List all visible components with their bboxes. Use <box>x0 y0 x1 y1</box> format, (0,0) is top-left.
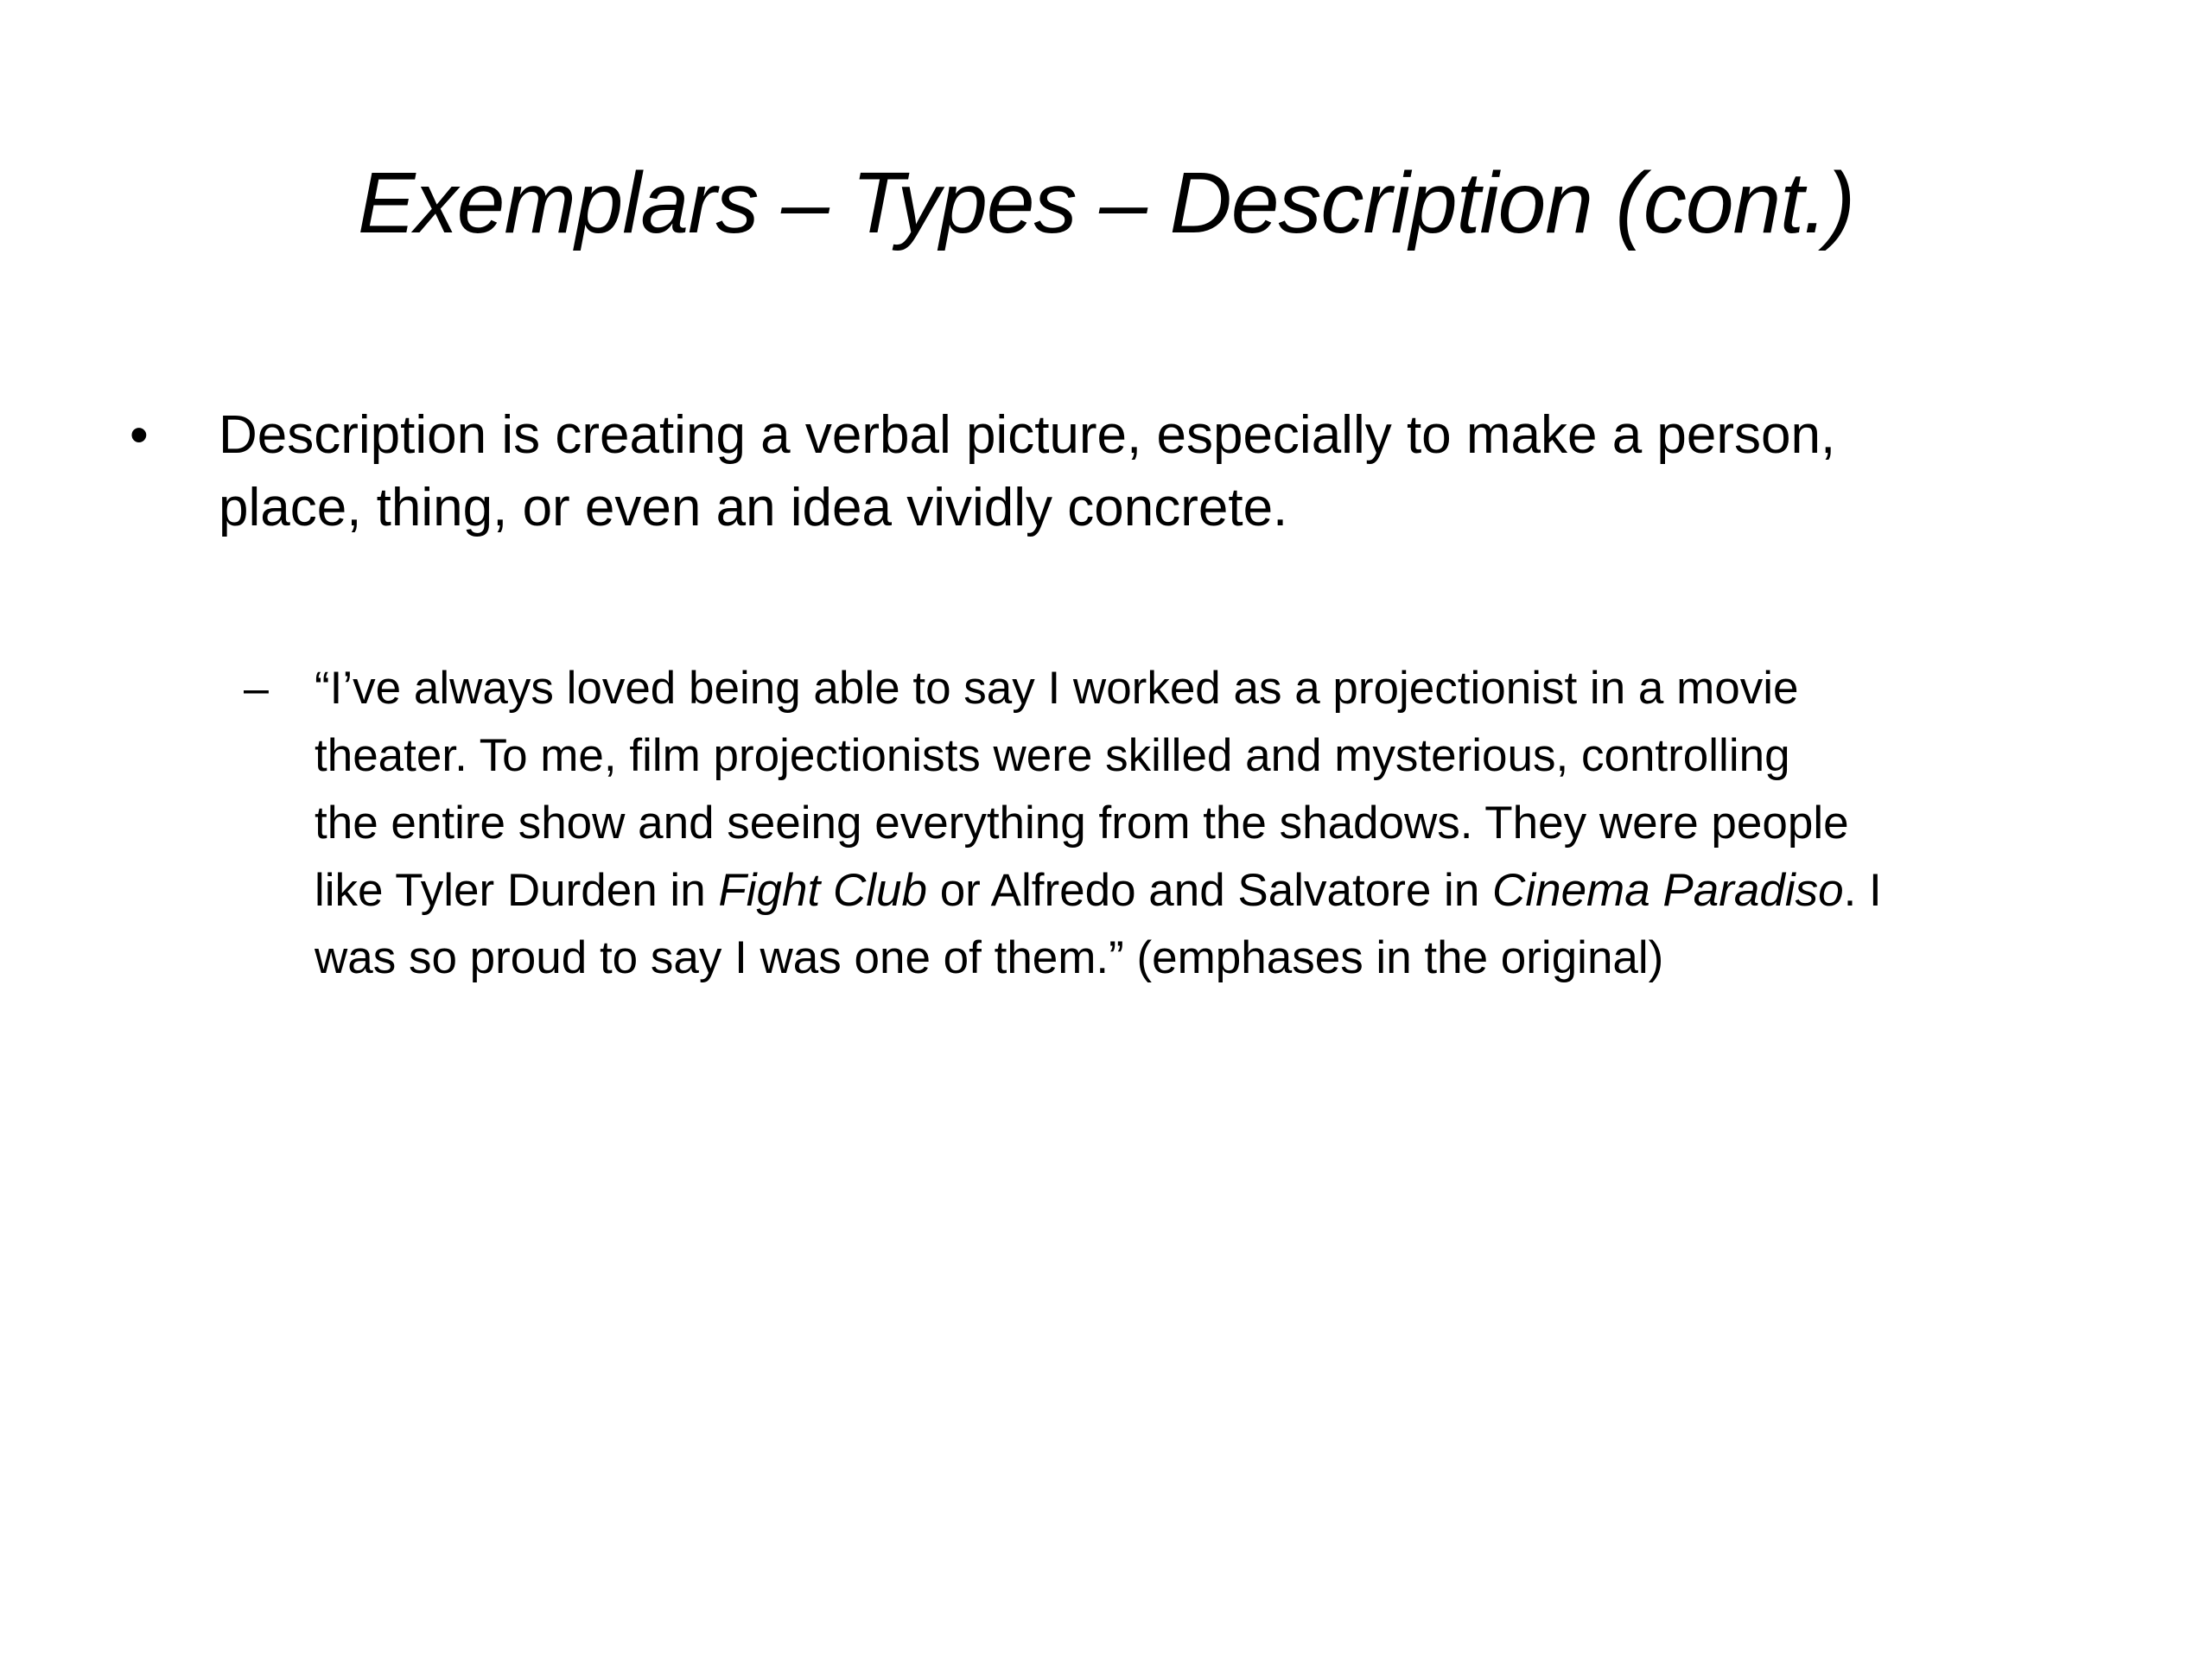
bullet-text-line-2: place, thing, or even an idea vividly concrete. <box>219 478 1288 537</box>
quote-line-1: “I’ve always loved being able to say I worked as a projectionist in a movie <box>315 663 1799 714</box>
quote-line-5: was so proud to say I was one of them.” (emphases in the original) <box>315 932 1664 983</box>
bullet-text-line-1: Description is creating a verbal picture, especially to make a person, <box>219 405 1836 465</box>
quote-line-2: theater. To me, film projectionists were skilled and mysterious, controlling <box>315 730 1790 781</box>
quote-line-3: the entire show and seeing everything from the shadows. They were people <box>315 798 1849 849</box>
quote-line-4-part-b: or Alfredo and Salvatore in <box>926 865 1493 916</box>
quote-line-4-part-c: . I <box>1843 865 1882 916</box>
quote-text <box>315 655 2112 992</box>
quote-line-4-part-a: like Tyler Durden in <box>315 865 719 916</box>
quote-line-4 <box>315 857 2112 925</box>
bullet-text <box>219 399 2033 544</box>
bullet-marker: • <box>130 405 149 465</box>
sub-bullet-marker: – <box>244 664 269 714</box>
film-title-fight-club: Fight Club <box>718 865 927 916</box>
film-title-cinema-paradiso: Cinema Paradiso <box>1492 865 1844 916</box>
slide-title: Exemplars – Types – Description (cont.) <box>358 155 1854 251</box>
